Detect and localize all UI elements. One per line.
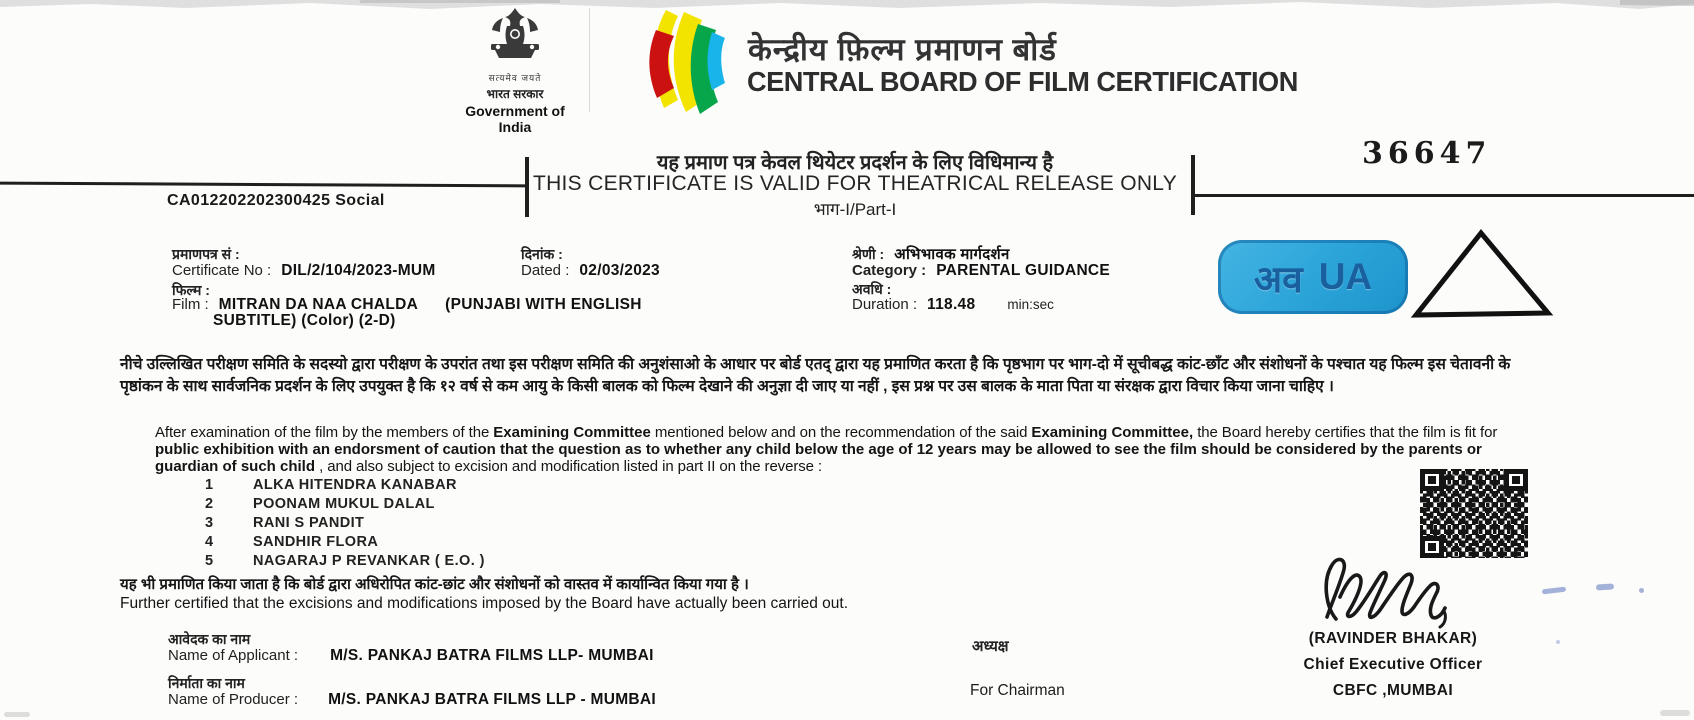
left-rule (0, 182, 527, 188)
en-seg-7: , and also subject to excision and modification listed in part II on the reverse : (315, 458, 822, 475)
applicant-value: M/S. PANKAJ BATRA FILMS LLP- MUMBAI (330, 647, 654, 664)
member-number: 2 (205, 496, 214, 512)
chairman-label-hindi: अध्यक्ष (972, 638, 1009, 655)
right-rule (1195, 194, 1694, 197)
category-label-hindi: श्रेणी : (852, 246, 885, 262)
member-name: NAGARAJ P REVANKAR ( E.O. ) (253, 553, 485, 569)
en-seg-1: After examination of the film by the members of the (155, 424, 494, 441)
emblem-govt-english: Government of India (465, 103, 565, 135)
member-number: 3 (205, 515, 214, 531)
producer-row (168, 691, 656, 709)
banner-english: THIS CERTIFICATE IS VALID FOR THEATRICAL RELEASE ONLY (532, 172, 1178, 195)
ink-mark (1556, 640, 1560, 644)
scan-smudge (1660, 710, 1690, 716)
signatory-block (1288, 630, 1498, 708)
signatory-org: CBFC ,MUMBAI (1332, 682, 1454, 699)
chairman-label-english: For Chairman (970, 682, 1065, 699)
ink-mark (1542, 587, 1566, 595)
category-value: PARENTAL GUIDANCE (936, 262, 1111, 279)
emblem-govt-hindi: भारत सरकार (486, 87, 544, 101)
signature (1302, 545, 1472, 633)
category-row-hindi (852, 244, 1010, 264)
film-label-hindi: फिल्म : (172, 282, 210, 298)
member-number: 4 (205, 534, 214, 550)
committee-list (205, 477, 805, 572)
member-name: RANI S PANDIT (253, 515, 365, 531)
rating-badge-text-english: UA (1318, 256, 1373, 297)
cbfc-logo-icon (638, 8, 738, 114)
serial-number: 36647 (1362, 136, 1492, 171)
further-certified-hindi: यह भी प्रमाणित किया जाता है कि बोर्ड द्वारा अधिरोपित कांट-छांट और संशोधनों को वास्तव में कार्यान्वित किया गया है । (120, 576, 749, 593)
emblem-block (452, 6, 578, 135)
producer-label: Name of Producer : (168, 691, 299, 708)
dated-row (521, 262, 660, 280)
certification-paragraph-hindi: नीचे उल्लिखित परीक्षण समिति के सदस्यो द्वारा परीक्षण के उपरांत तथा इस परीक्षण समिति की अनुशंसाओ के आधार पर बोर्ड एतद् द्वारा यह प्रमाणित करता है कि पृष्ठभाग पर भाग-दो में सूचीबद्ध कांट-छाँट और संशोधनों के पश्चात यह फिल्म इस चेतावनी के पृष्ठांकन के साथ सार्वजनिक प्रदर्शन के लिए उपयुक्त है कि १२ वर्ष से कम आयु के किसी बालक को फिल्म देखाने की अनुज्ञा दी जाए या नहीं , इस प्रश्न पर उस बालक के माता पिता या संरक्षक द्वारा विचार किया जाना चाहिए । (120, 356, 1511, 395)
rating-badge-text-hindi: अव (1253, 258, 1303, 300)
cert-no-row (172, 262, 436, 280)
en-seg-2: Examining Committee (493, 424, 651, 441)
member-number: 1 (205, 477, 214, 493)
cert-no-label-hindi: प्रमाणपत्र सं : (172, 246, 240, 262)
producer-value: M/S. PANKAJ BATRA FILMS LLP - MUMBAI (328, 691, 657, 708)
film-value-line2: SUBTITLE) (Color) (2-D) (213, 312, 396, 329)
scan-edge-artifact (0, 0, 1694, 12)
en-seg-3: mentioned below and on the recommendation of the said (650, 424, 1032, 441)
emblem-motto: सत्यमेव जयते (488, 73, 542, 83)
qr-finder-icon (1504, 469, 1528, 491)
header-divider (589, 8, 590, 112)
en-seg-4: Examining Committee, (1031, 424, 1194, 441)
rating-badge-ua (1218, 240, 1408, 314)
triangle-symbol-icon (1408, 226, 1556, 322)
cert-no-value: DIL/2/104/2023-MUM (281, 262, 436, 279)
category-value-hindi: अभिभावक मार्गदर्शन (894, 246, 1010, 263)
board-name-hindi: केन्द्रीय फ़िल्म प्रमाणन बोर्ड (748, 32, 1057, 67)
scan-smudge (4, 712, 30, 717)
banner-part-label: भाग-I/Part-I (813, 200, 897, 219)
banner-hindi: यह प्रमाण पत्र केवल थियेटर प्रदर्शन के लिए विधिमान्य है (656, 152, 1054, 174)
en-seg-6: public exhibition with an endorsment of caution that the question as to whether any child below the age of 12 years may be allowed to see the film should be considered by the parents or guardian of such child (155, 441, 1482, 475)
en-seg-5: the Board hereby certifies that the film is fit for (1193, 424, 1498, 441)
film-value-line1: MITRAN DA NAA CHALDA (PUNJABI WITH ENGLISH (218, 296, 642, 313)
cert-no-label: Certificate No : (172, 262, 272, 279)
applicant-label: Name of Applicant : (168, 647, 299, 664)
member-number: 5 (205, 553, 214, 569)
member-name: ALKA HITENDRA KANABAR (253, 477, 457, 493)
duration-label: Duration : (852, 296, 918, 313)
dated-value: 02/03/2023 (579, 262, 660, 279)
further-certified-english: Further certified that the excisions and modifications imposed by the Board have actually been carried out. (120, 595, 849, 612)
member-name: POONAM MUKUL DALAL (253, 496, 435, 512)
file-number: CA012202202300425 Social (167, 192, 385, 209)
applicant-label-hindi: आवेदक का नाम (168, 631, 251, 647)
member-name: SANDHIR FLORA (253, 534, 379, 550)
category-label: Category : (852, 262, 927, 279)
applicant-row (168, 647, 654, 665)
ink-mark (1596, 583, 1614, 590)
duration-unit: min:sec (1007, 297, 1054, 312)
duration-label-hindi: अवधि : (852, 281, 892, 297)
film-label: Film : (172, 296, 209, 313)
dated-label-hindi: दिनांक : (521, 246, 563, 262)
ink-mark (1639, 588, 1644, 593)
category-row (852, 262, 1110, 280)
duration-value: 118.48 (927, 296, 976, 313)
certification-paragraph-english (155, 424, 1505, 475)
national-emblem-icon (483, 6, 547, 66)
qr-finder-icon (1420, 469, 1444, 491)
producer-label-hindi: निर्माता का नाम (168, 675, 245, 691)
board-name-english: CENTRAL BOARD OF FILM CERTIFICATION (747, 66, 1298, 97)
duration-row (852, 296, 1054, 314)
signatory-name: (RAVINDER BHAKAR) (1308, 630, 1478, 647)
signatory-title: Chief Executive Officer (1303, 656, 1483, 673)
dated-label: Dated : (521, 262, 570, 279)
